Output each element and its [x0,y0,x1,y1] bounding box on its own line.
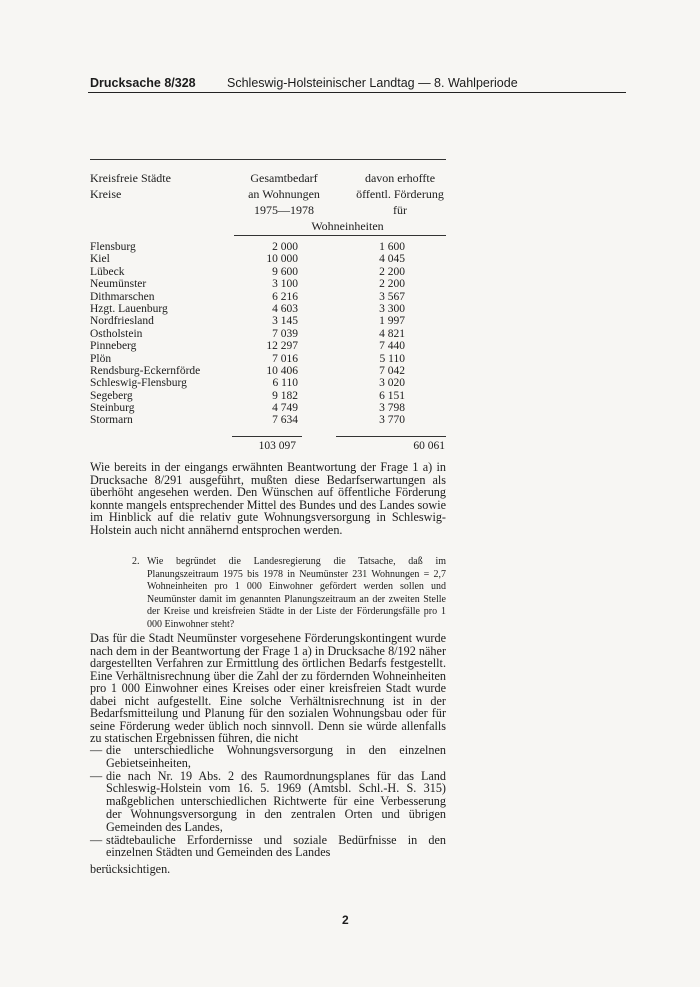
row-name: Hzgt. Lauenburg [90,302,168,315]
column-header-districts: Kreise [90,187,122,201]
table-row [90,365,450,377]
row-name: Dithmarschen [90,290,155,303]
table-top-rule [90,159,446,160]
row-funded: 5 110 [379,352,405,365]
document-reference: Drucksache 8/328 [90,76,196,90]
row-name: Plön [90,352,112,365]
question-text: Wie begründet die Landesregierung die Tatsache, daß im Planungszeitraum 1975 bis 1978 in Neumünster 231 Wohnungen = 2,7 Wohneinheiten pro 1 000 Einwohner gefördert werden sollen und Neumünster damit im genannten Planungszeitraum an der zweiten Stelle der Kreise und kreisfreien Städte in der Liste der Förderungsfälle pro 1 000 Einwohner steht? [147,556,446,630]
row-funded: 3 300 [379,302,405,315]
table-row [90,328,450,340]
sum-rule-funded [336,436,446,437]
table-row [90,377,450,389]
row-total: 7 039 [272,327,298,340]
row-total: 4 603 [272,302,298,315]
question-block [120,556,446,631]
column-header-total-3: 1975—1978 [254,203,314,217]
table-row [90,266,450,278]
row-funded: 2 200 [379,278,405,291]
table-row [90,402,450,414]
column-header-total-1: Gesamtbedarf [250,171,318,185]
row-name: Kiel [90,253,110,266]
row-total: 12 297 [266,340,298,353]
table-row [90,315,450,327]
row-name: Steinburg [90,402,135,415]
sum-total: 103 097 [258,440,296,452]
row-name: Segeberg [90,389,133,402]
sum-rule-total [232,436,302,437]
paragraph-2: Das für die Stadt Neumünster vorgesehene Förderungskontingent wurde nach dem in der Beantwortung der Frage 1 a) in Drucksache 8/192 näher dargestellten Verfahren zur Ermittlung des örtlichen Bedarfs festgestellt. Eine Verhältnisrechnung über die Zahl der zu fördernden Wohneinheiten pro 1 000 Einwohner eines Kreises oder einer kreisfreien Stadt wurde dabei nicht aufgestellt. Eine solche Verhältnisrechnung ist in der Bedarfsmitteilung und Planung für den sozialen Wohnungsbau oder für seine Förderung weder üblich noch sinnvoll. Denn sie würde allenfalls zu statischen Ergebnissen führen, die nicht [90,631,446,745]
row-name: Ostholstein [90,327,143,340]
paragraph-1: Wie bereits in der eingangs erwähnten Beantwortung der Frage 1 a) in Drucksache 8/291 ausgeführt, mußten diese Bedarfserwartungen als überhöht angesehen werden. Den Wünschen auf öffentliche Förderung konnte mangels entsprechender Mittel des Bundes und des Landes sowie im Hinblick auf die relativ gute Wohnungsversorgung in Schleswig-Holstein auch nicht annähernd entsprochen werden. [90,460,446,537]
table-row [90,340,450,352]
column-header-funded-1: davon erhoffte [364,171,436,185]
page-number: 2 [342,913,349,927]
row-funded: 1 997 [379,315,405,328]
table-row [90,353,450,365]
table-row [90,390,450,402]
sum-funded: 60 061 [413,440,445,452]
column-header-cities: Kreisfreie Städte [90,171,171,185]
row-funded: 1 600 [379,241,405,253]
row-name: Flensburg [90,241,136,253]
row-name: Rendsburg-Eckernförde [90,364,201,377]
list-item-text: die nach Nr. 19 Abs. 2 des Raumordnungsplanes für das Land Schleswig-Holstein vom 16. 5. 1969 (Amtsbl. Schl.-H. S. 315) maßgeblichen unterschiedlichen Richtwerte für eine Verbesserung der Wohnungsversorgung in den zentralen Orten und übrigen Gemeinden des Landes, [106,768,446,834]
column-header-funded-2: öffentl. Förderung [356,187,444,201]
row-funded: 6 151 [379,389,405,402]
table-body [90,241,450,427]
row-funded: 3 020 [379,377,405,390]
column-header-unit: Wohneinheiten [311,219,384,233]
row-funded: 4 821 [379,327,405,340]
table-row [90,278,450,290]
row-total: 6 216 [272,290,298,303]
row-name: Lübeck [90,265,125,278]
row-total: 3 145 [272,315,298,328]
row-funded: 3 567 [379,290,405,303]
row-name: Neumünster [90,278,147,291]
row-total: 2 000 [272,241,298,253]
row-funded: 3 770 [379,414,405,427]
column-header-total-2: an Wohnungen [248,187,320,201]
column-header-funded-3: für [393,203,407,217]
dash-marker: — [90,768,103,783]
dash-marker: — [90,832,103,847]
dash-marker: — [90,743,103,757]
list-item-text: die unterschiedliche Wohnungsversorgung in den einzelnen Gebietseinheiten, [106,743,446,770]
list-item-text: städtebauliche Erfordernisse und soziale Bedürfnisse in den einzelnen Städten und Gemeinden des Landes [106,832,446,860]
row-name: Pinneberg [90,340,137,353]
row-total: 9 600 [272,265,298,278]
row-total: 10 406 [266,364,298,377]
table-row [90,253,450,265]
row-funded: 7 440 [379,340,405,353]
closing-word: berücksichtigen. [90,862,171,876]
list-item [90,744,446,770]
row-total: 3 100 [272,278,298,291]
row-funded: 4 045 [379,253,405,266]
row-funded: 7 042 [379,364,405,377]
row-total: 10 000 [266,253,298,266]
table-row [90,414,450,426]
row-name: Stormarn [90,414,133,427]
table-row [90,303,450,315]
row-funded: 2 200 [379,265,405,278]
running-header-title: Schleswig-Holsteinischer Landtag — 8. Wahlperiode [227,76,518,90]
list-item [90,834,446,860]
row-total: 7 016 [272,352,298,365]
header-rule [88,92,626,93]
bullet-list [90,744,446,859]
row-total: 6 110 [272,377,298,390]
list-item [90,770,446,834]
table-row [90,241,450,253]
row-funded: 3 798 [379,402,405,415]
question-number: 2. [132,556,140,567]
row-name: Nordfriesland [90,315,154,328]
row-total: 7 634 [272,414,298,427]
unit-rule [234,235,446,236]
table-row [90,291,450,303]
row-name: Schleswig-Flensburg [90,377,187,390]
row-total: 4 749 [272,402,298,415]
row-total: 9 182 [272,389,298,402]
